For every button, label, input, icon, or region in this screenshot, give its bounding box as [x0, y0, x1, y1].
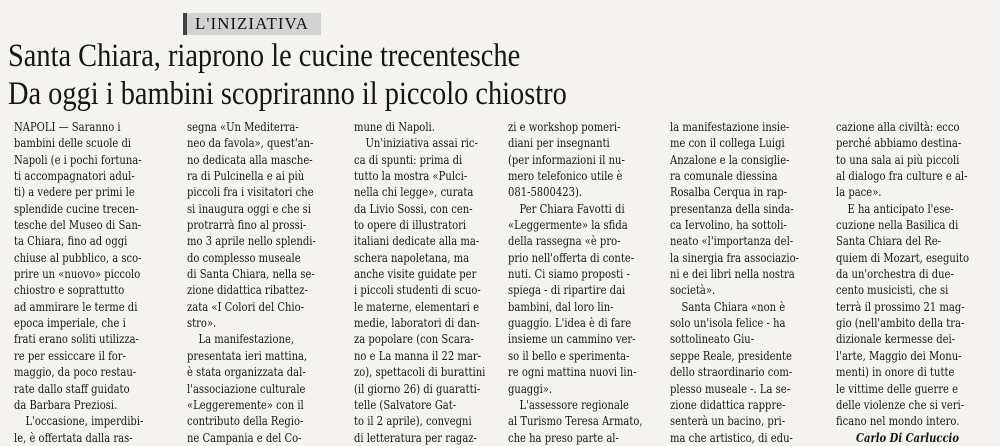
article-line: da un'orchestra di due-	[836, 267, 954, 282]
article-line: ta Chiara, fino ad oggi	[14, 234, 128, 249]
article-line: menti) in onore di tutte	[836, 365, 955, 380]
article-line: rate dallo staff guidato	[14, 381, 130, 396]
article-line: di Santa Chiara, nella se-	[187, 267, 315, 282]
article-line: no e La manna il 22 mar-	[354, 348, 481, 363]
article-line: quiem di Mozart, eseguito	[836, 250, 970, 265]
article-line: ti) a vedere per primi le	[14, 185, 135, 200]
article-line: L'occasione, imperdibi-	[25, 414, 144, 429]
article-line: ra di Pulcinella e ai più	[187, 169, 305, 184]
article-line: diani per insegnanti	[508, 136, 610, 151]
article-line: neo da favola», quest'an-	[187, 136, 314, 151]
article-line: seppe Reale, presidente	[670, 348, 792, 363]
article-line: so il bello e sperimenta-	[508, 348, 630, 363]
article-column-1	[14, 119, 164, 445]
article-line: zata «I Colori del Chio-	[187, 299, 305, 314]
article-line: chiostro e soprattutto	[14, 283, 125, 298]
article-line: cuzione nella Basilica di	[836, 218, 959, 233]
article-line: Santa Chiara «non è	[681, 299, 786, 314]
article-line: tesche del Museo di San-	[14, 218, 142, 233]
article-line: da Barbara Preziosi.	[14, 397, 118, 412]
article-line: prire un «nuovo» piccolo	[14, 267, 141, 282]
article-line: zione didattica ribattez-	[187, 283, 308, 298]
article-line: le, è offertata dalla ras-	[14, 430, 133, 445]
article-line: me con il collega Luigi	[670, 136, 785, 151]
article-line: no dedicata alla masche-	[187, 152, 313, 167]
article-line: ra comunale diessina	[670, 169, 778, 184]
article-line: ti accompagnatori adul-	[14, 169, 135, 184]
article-body	[14, 119, 996, 445]
article-line: segna «Un Mediterra-	[187, 120, 299, 134]
article-line: frati erano soliti utilizza-	[14, 332, 139, 347]
article-line: za popolare (con Scara-	[354, 332, 474, 347]
article-line: E ha anticipato l'ese-	[847, 201, 954, 216]
article-line: plesso museale -. La se-	[670, 381, 791, 396]
article-column-6	[836, 119, 986, 445]
article-line: ca di spunti: prima di	[354, 152, 463, 167]
article-line: le materne, elementari e	[354, 299, 480, 314]
article-column-5	[670, 119, 820, 445]
article-line: gio (nell'ambito della tra-	[836, 316, 965, 331]
article-line: dizionale kermesse dei-	[836, 332, 956, 347]
article-line: zione didattica rappre-	[670, 397, 786, 412]
article-line: splendide cucine trecen-	[14, 201, 139, 216]
article-column-3	[354, 119, 504, 445]
article-line: è stata organizzata dal-	[187, 365, 306, 380]
article-line: i piccoli studenti di scuo-	[354, 283, 481, 298]
article-line: telle (Salvatore Gat-	[354, 397, 457, 412]
article-line: ad ammirare le terme di	[14, 299, 138, 314]
article-line: neato «l'importanza del-	[670, 234, 794, 249]
article-line: si inaugura oggi e che si	[187, 201, 312, 216]
article-line: spiega - di ripartire dai	[508, 283, 626, 298]
article-line: Anzalone e la consiglie-	[670, 152, 790, 167]
article-line: schera napoletana, ma	[354, 250, 470, 265]
article-line: che ha preso parte al-	[508, 430, 619, 445]
article-line: la pace».	[836, 185, 882, 200]
article-line: to opere di illustratori	[354, 218, 467, 233]
article-line: piccoli fra i visitatori che	[187, 185, 314, 200]
article-line: NAPOLI — Saranno i	[14, 120, 121, 134]
article-column-2	[187, 119, 337, 445]
article-line: nella chi legge», curata	[354, 185, 474, 200]
article-line: insieme un cammino ver-	[508, 332, 636, 347]
author-signature: Carlo Di Carluccio	[856, 430, 959, 445]
article-line: mo 3 aprile nello splendi-	[187, 234, 316, 249]
article-line: medie, laboratori di dan-	[354, 316, 480, 331]
article-line: dello straordinario com-	[670, 365, 793, 380]
article-line: da Livio Sossi, con cen-	[354, 201, 473, 216]
article-line: la sinergia fra associazio-	[670, 250, 799, 265]
headline-line-2: Da oggi i bambini scopriranno il piccolo chiostro	[8, 76, 567, 112]
article-line: di letteratura per ragaz-	[354, 430, 477, 445]
article-line: presentata ieri mattina,	[187, 348, 308, 363]
article-line: perché abbiamo destina-	[836, 136, 962, 151]
article-line: 081-5800423).	[508, 185, 583, 200]
article-line: «Leggeremente» con il	[187, 397, 304, 412]
article-line: anche visite guidate per	[354, 267, 477, 282]
article-line: tutto la mostra «Pulci-	[354, 169, 468, 184]
article-line: della rassegna «è pro-	[508, 234, 621, 249]
article-line: stro».	[187, 316, 217, 331]
article-line: bambini, dal loro lin-	[508, 299, 614, 314]
article-line: to il 2 aprile), convegni	[354, 414, 472, 429]
article-line: Per Chiara Favotti di	[519, 201, 625, 216]
article-line: La manifestazione,	[198, 332, 295, 347]
article-line: contributo della Regio-	[187, 414, 304, 429]
article-line: mero telefonico utile è	[508, 169, 623, 184]
article-line: le vittime delle guerre e	[836, 381, 959, 396]
article-line: l'associazione culturale	[187, 381, 306, 396]
section-kicker: L'INIZIATIVA	[183, 13, 321, 35]
article-line: sottolineato Giu-	[670, 332, 755, 347]
article-line: solo un'isola felice - ha	[670, 316, 786, 331]
article-line: to una sala ai più piccoli	[836, 152, 960, 167]
article-line: al dialogo fra culture e al-	[836, 169, 968, 184]
article-line: zi e workshop pomeri-	[508, 120, 621, 134]
article-line: bambini delle scuole di	[14, 136, 132, 151]
article-line: cento musicisti, che si	[836, 283, 949, 298]
article-line: Un'iniziativa assai ric-	[365, 136, 478, 151]
article-line: mune di Napoli.	[354, 120, 435, 134]
article-column-4	[508, 119, 658, 445]
article-line: epoca imperiale, che i	[14, 316, 126, 331]
article-line: terrà il prossimo 21 mag-	[836, 299, 965, 314]
article-line: (per informazioni il nu-	[508, 152, 625, 167]
article-line: prio nell'offerta di conte-	[508, 250, 635, 265]
article-line: nuti. Ci siamo proposti -	[508, 267, 630, 282]
article-line: (il giorno 26) di guaratti-	[354, 381, 481, 396]
article-line: guaggi».	[508, 381, 553, 396]
article-line: presentanza della sinda-	[670, 201, 794, 216]
article-line: ne Campania e del Co-	[187, 430, 302, 445]
article-line: ma che artistico, di edu-	[670, 430, 793, 445]
article-line: società».	[670, 283, 716, 298]
article-line: la manifestazione insie-	[670, 120, 790, 134]
article-line: guaggio. L'idea è di fare	[508, 316, 632, 331]
article-line: re ogni mattina nuovi lin-	[508, 365, 637, 380]
article-line: do complesso museale	[187, 250, 301, 265]
article-line: ca Iervolino, ha sottoli-	[670, 218, 787, 233]
article-line: protrarrà fino al prossi-	[187, 218, 307, 233]
article-line: zo), spettacoli di burattini	[354, 365, 486, 380]
article-line: chiuse al pubblico, a sco-	[14, 250, 142, 265]
article-line: maggio, da poco restau-	[14, 365, 137, 380]
article-line: l'arte, Maggio dei Monu-	[836, 348, 962, 363]
article-line: senterà un bacino, pri-	[670, 414, 786, 429]
article-line: Santa Chiara del Re-	[836, 234, 942, 249]
article-line: Napoli (e i pochi fortuna-	[14, 152, 142, 167]
article-line: L'assessore regionale	[519, 397, 629, 412]
article-line: italiani dedicate alla ma-	[354, 234, 480, 249]
article-line: «Leggermente» la sfida	[508, 218, 628, 233]
article-line: ficano nel mondo intero.	[836, 414, 960, 429]
headline-line-1: Santa Chiara, riaprono le cucine trecentesche	[8, 38, 521, 74]
article-line: ni e dei libri nella nostra	[670, 267, 795, 282]
article-line: cazione alla civiltà: ecco	[836, 120, 960, 134]
article-line: al Turismo Teresa Armato,	[508, 414, 643, 429]
article-line: Rosalba Cerqua in rap-	[670, 185, 787, 200]
article-line: delle violenze che si veri-	[836, 397, 965, 412]
article-line: re per essiccare il for-	[14, 348, 126, 363]
